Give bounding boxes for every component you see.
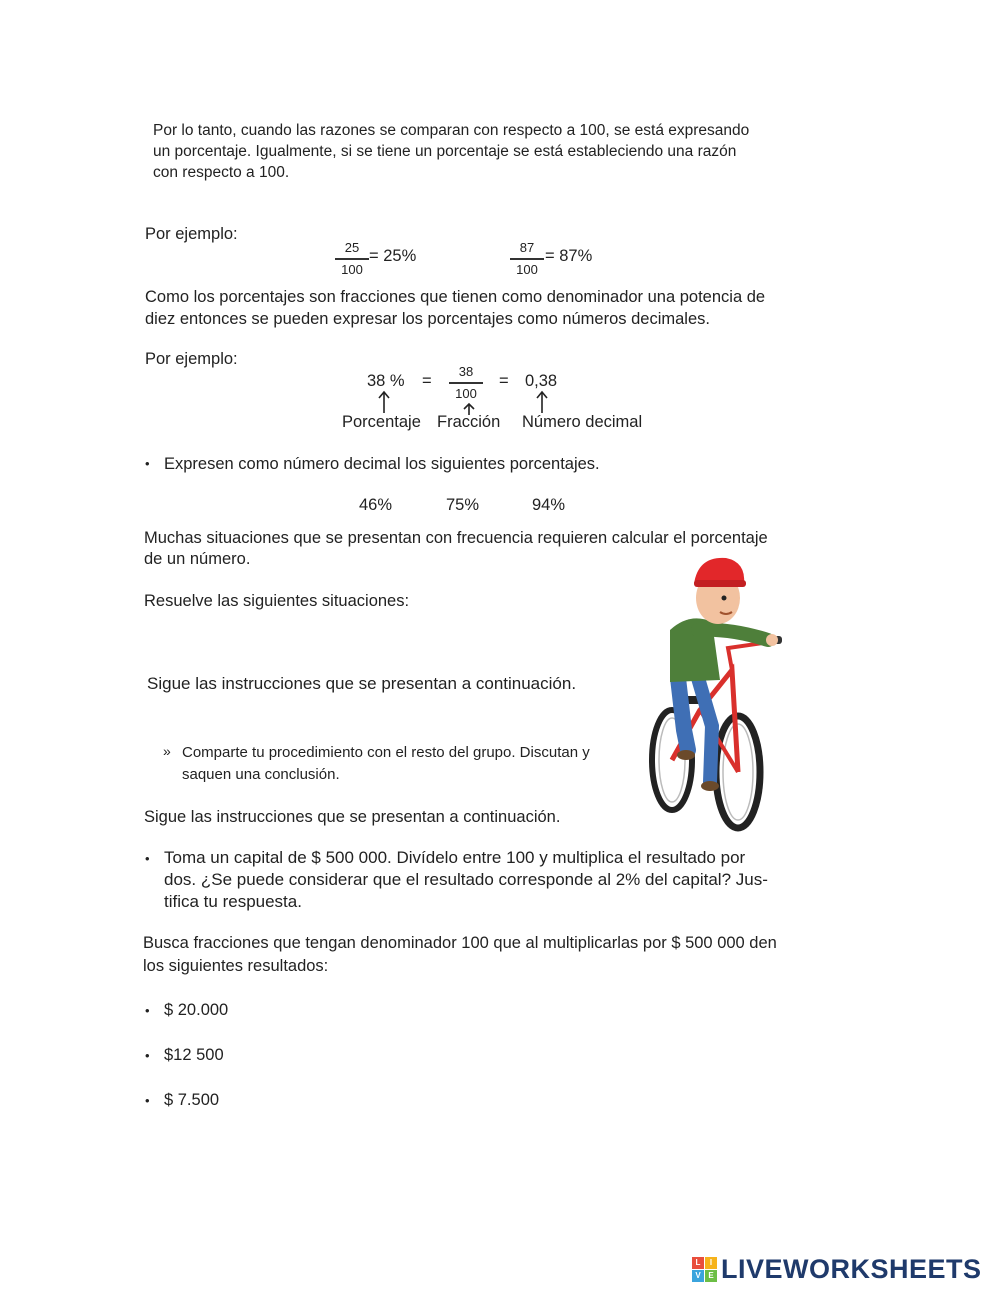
- logo-tiles: [692, 1257, 717, 1282]
- logo-tile: E: [705, 1270, 717, 1282]
- fraction-numerator: 87: [519, 240, 535, 255]
- fraction-numerator: 38: [458, 364, 474, 379]
- share-line-2: saquen una conclusión.: [182, 766, 340, 783]
- bullet-icon: •: [145, 456, 150, 471]
- fraction-87-100: [510, 240, 544, 278]
- liveworksheets-logo: [692, 1254, 982, 1284]
- exercise-1-text: Expresen como número decimal los siguientes porcentajes.: [164, 455, 600, 473]
- result-item-3: $ 7.500: [164, 1091, 220, 1109]
- decimal-value: 0,38: [525, 372, 558, 390]
- fraction-25-100: [335, 240, 369, 278]
- result-item-1: $ 20.000: [164, 1001, 229, 1019]
- intro-line-1: Por lo tanto, cuando las razones se comparan con respecto a 100, se está expresando: [153, 122, 750, 139]
- label-decimal-number: Número decimal: [522, 413, 643, 431]
- fraction-result-25: = 25%: [369, 247, 417, 265]
- capital-line-1: Toma un capital de $ 500 000. Divídelo entre 100 y multiplica el resultado por: [164, 848, 746, 867]
- follow-instructions-1: Sigue las instrucciones que se presentan a continuación.: [147, 674, 577, 693]
- label-percentage: Porcentaje: [342, 413, 421, 431]
- bullet-icon: •: [145, 1048, 150, 1063]
- situations-line-1: Muchas situaciones que se presentan con frecuencia requieren calcular el porcentaje: [144, 529, 768, 547]
- fraction-bar: [510, 258, 544, 260]
- capital-line-3: tifica tu respuesta.: [164, 892, 302, 911]
- fraction-denominator: 100: [341, 261, 363, 277]
- chevron-marker-icon: »: [163, 743, 171, 759]
- equals-sign: =: [422, 372, 432, 390]
- exercise-value-2: 75%: [446, 496, 480, 514]
- bullet-icon: •: [145, 1093, 150, 1108]
- capital-line-2: dos. ¿Se puede considerar que el resultado corresponde al 2% del capital? Jus-: [164, 870, 768, 889]
- fraction-numerator: 25: [344, 240, 360, 255]
- equals-sign: =: [499, 372, 509, 390]
- intro-line-3: con respecto a 100.: [153, 164, 290, 181]
- resolve-heading: Resuelve las siguientes situaciones:: [144, 592, 410, 610]
- fraction-denominator: 100: [516, 261, 538, 277]
- bullet-icon: •: [145, 851, 150, 866]
- search-line-2: los siguientes resultados:: [143, 957, 329, 975]
- example-label-1: Por ejemplo:: [145, 225, 238, 243]
- intro-line-2: un porcentaje. Igualmente, si se tiene un porcentaje se está estableciendo una razón: [153, 143, 737, 160]
- label-fraction: Fracción: [437, 413, 501, 431]
- share-line-1: Comparte tu procedimiento con el resto del grupo. Discutan y: [182, 744, 590, 761]
- decimal-text-line-1: Como los porcentajes son fracciones que tienen como denominador una potencia de: [145, 288, 766, 306]
- fraction-38-100: [449, 364, 483, 402]
- exercise-value-1: 46%: [359, 496, 393, 514]
- bullet-icon: •: [145, 1003, 150, 1018]
- search-line-1: Busca fracciones que tengan denominador 100 que al multiplicarlas por $ 500 000 den: [143, 934, 777, 952]
- logo-tile: V: [692, 1270, 704, 1282]
- logo-wordmark: LIVEWORKSHEETS: [721, 1253, 982, 1284]
- follow-instructions-2: Sigue las instrucciones que se presentan a continuación.: [144, 808, 561, 826]
- fraction-denominator: 100: [455, 385, 477, 401]
- boy-on-bicycle-illustration: [640, 550, 800, 835]
- situations-line-2: de un número.: [144, 550, 251, 568]
- percent-value: 38 %: [367, 372, 405, 390]
- fraction-bar: [449, 382, 483, 384]
- logo-tile: L: [692, 1257, 704, 1269]
- fraction-result-87: = 87%: [545, 247, 593, 265]
- result-item-2: $12 500: [164, 1046, 224, 1064]
- logo-tile: I: [705, 1257, 717, 1269]
- fraction-bar: [335, 258, 369, 260]
- example-label-2: Por ejemplo:: [145, 350, 238, 368]
- exercise-value-3: 94%: [532, 496, 566, 514]
- decimal-text-line-2: diez entonces se pueden expresar los porcentajes como números decimales.: [145, 310, 710, 328]
